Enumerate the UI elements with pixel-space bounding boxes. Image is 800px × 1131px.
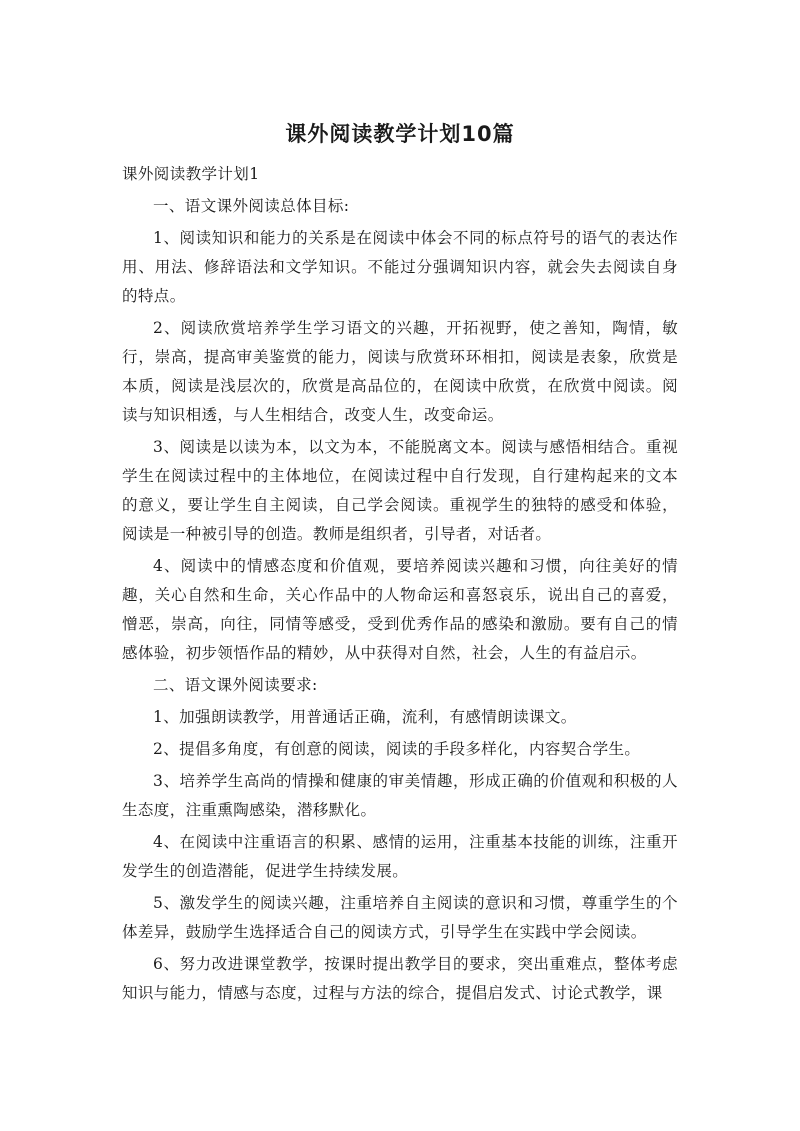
- document-title: 课外阅读教学计划10篇: [285, 122, 515, 146]
- paragraph-goal-1: 1、阅读知识和能力的关系是在阅读中体会不同的标点符号的语气的表达作用、用法、修辞语法和文学知识。不能过分强调知识内容，就会失去阅读自身的特点。: [122, 229, 678, 305]
- paragraph-req-5: 5、激发学生的阅读兴趣，注重培养自主阅读的意识和习惯，尊重学生的个体差异，鼓励学生选择适合自己的阅读方式，引导学生在实践中学会阅读。: [122, 894, 678, 941]
- paragraph-req-4: 4、在阅读中注重语言的积累、感情的运用，注重基本技能的训练，注重开发学生的创造潜能，促进学生持续发展。: [122, 833, 678, 880]
- paragraph-req-2: 2、提倡多角度，有创意的阅读，阅读的手段多样化，内容契合学生。: [153, 740, 641, 758]
- section-subtitle: 课外阅读教学计划1: [122, 165, 260, 183]
- paragraph-req-3: 3、培养学生高尚的情操和健康的审美情趣，形成正确的价值观和积极的人生态度，注重熏陶感染，潜移默化。: [122, 772, 678, 819]
- heading-requirements: 二、语文课外阅读要求:: [153, 676, 318, 694]
- paragraph-req-6: 6、努力改进课堂教学，按课时提出教学目的要求，突出重难点，整体考虑知识与能力，情感与态度，过程与方法的综合，提倡启发式、讨论式教学，课: [122, 955, 678, 1002]
- document-body: [122, 160, 678, 1011]
- paragraph-req-1: 1、加强朗读教学，用普通话正确，流利，有感情朗读课文。: [153, 708, 577, 726]
- paragraph-goal-2: 2、阅读欣赏培养学生学习语文的兴趣，开拓视野，使之善知，陶情，敏行，崇高，提高审美鉴赏的能力，阅读与欣赏环环相扣，阅读是表象，欣赏是本质，阅读是浅层次的，欣赏是高品位的，在阅读中欣赏，在欣赏中阅读。阅读与知识相透，与人生相结合，改变人生，改变命运。: [122, 319, 678, 424]
- heading-goals: 一、语文课外阅读总体目标:: [153, 197, 350, 215]
- paragraph-goal-4: 4、阅读中的情感态度和价值观，要培养阅读兴趣和习惯，向往美好的情趣，关心自然和生命，关心作品中的人物命运和喜怒哀乐，说出自己的喜爱，憎恶，崇高，向往，同情等感受，受到优秀作品的感染和激励。要有自己的情感体验，初步领悟作品的精妙，从中获得对自然，社会，人生的有益启示。: [122, 557, 678, 662]
- paragraph-goal-3: 3、阅读是以读为本，以文为本，不能脱离文本。阅读与感悟相结合。重视学生在阅读过程中的主体地位，在阅读过程中自行发现，自行建构起来的文本的意义，要让学生自主阅读，自己学会阅读。重视学生的独特的感受和体验，阅读是一种被引导的创造。教师是组织者，引导者，对话者。: [122, 438, 678, 543]
